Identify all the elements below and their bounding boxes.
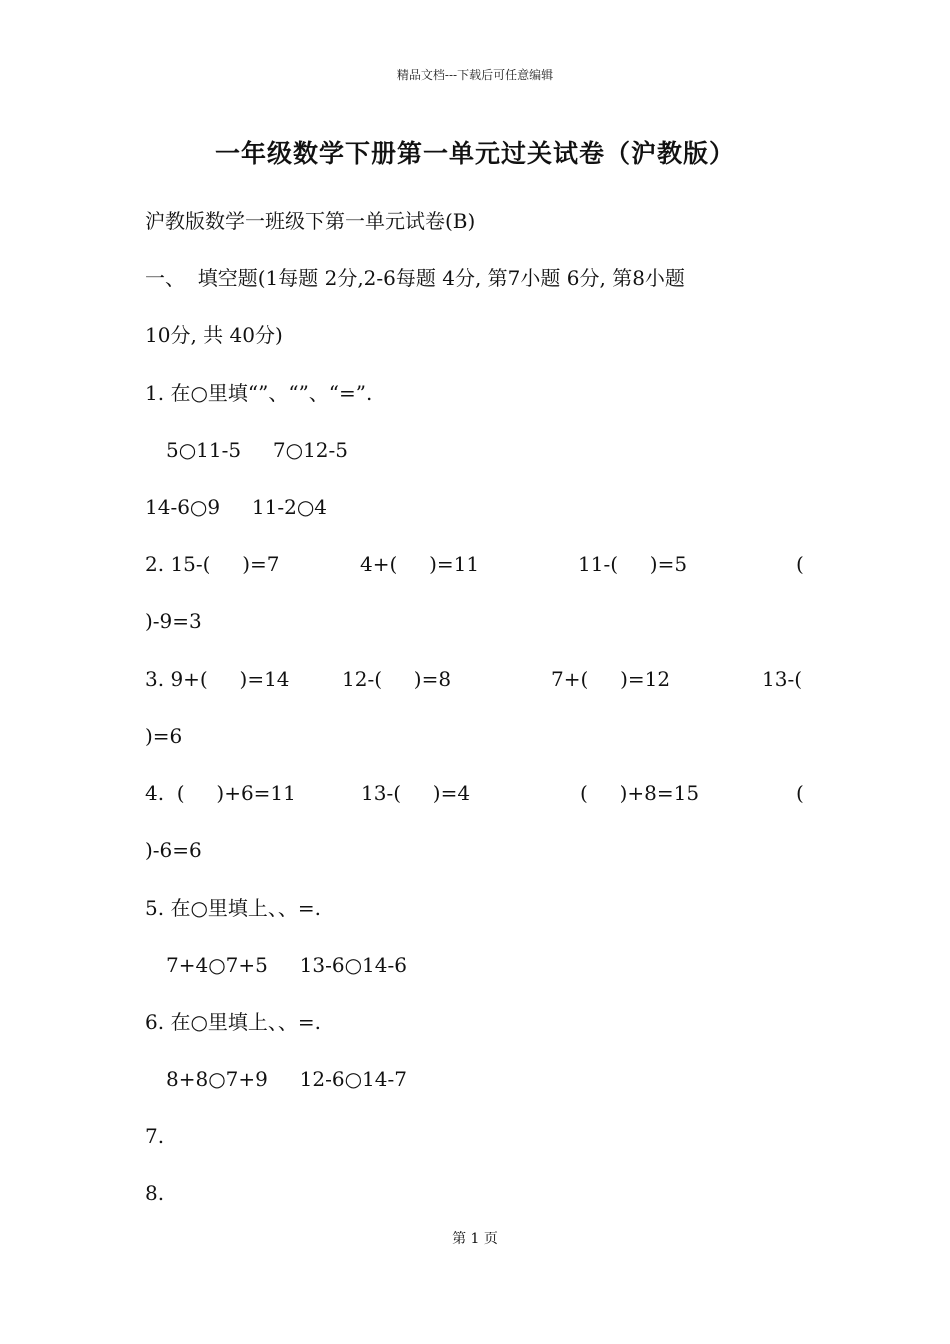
question-5-line: 7+4○7+5 13-6○14-6 [166,953,407,977]
question-1-prompt: 1. 在○里填“”、“”、“=”. [145,381,373,405]
question-6-line: 8+8○7+9 12-6○14-7 [166,1067,407,1091]
question-3-part-1: 3. 9+( )=14 [145,667,290,691]
question-4-part-2: 13-( )=4 [361,781,471,805]
page-title: 一年级数学下册第一单元过关试卷（沪教版） [214,139,735,168]
question-4-part-1: 4. ( )+6=11 [145,781,296,805]
question-3-part-2: 12-( )=8 [342,667,452,691]
question-3-part-4: 13-( [762,667,803,691]
page-header: 精品文档---下载后可任意编辑 [396,68,554,82]
question-6-prompt: 6. 在○里填上、、=. [145,1010,322,1034]
question-1-line-b: 14-6○9 11-2○4 [145,495,328,519]
question-4-part-4: ( [796,781,804,805]
section-heading-line-2: 10分, 共 40分) [145,323,283,347]
question-3-part-3: 7+( )=12 [551,667,671,691]
question-7-label: 7. [145,1124,165,1148]
section-heading-line-1: 一、 填空题(1每题 2分,2-6每题 4分, 第7小题 6分, 第8小题 [145,266,685,290]
subtitle: 沪教版数学一班级下第一单元试卷(B) [145,209,476,233]
page-footer: 第 1 页 [452,1231,498,1247]
question-8-label: 8. [145,1181,165,1205]
question-3-continuation: )=6 [145,724,183,748]
question-2-part-2: 4+( )=11 [360,552,480,576]
question-2-part-3: 11-( )=5 [578,552,688,576]
question-5-prompt: 5. 在○里填上、、=. [145,896,322,920]
question-2-part-1: 2. 15-( )=7 [145,552,280,576]
question-4-continuation: )-6=6 [145,838,202,862]
question-2-continuation: )-9=3 [145,609,202,633]
question-2-part-4: ( [796,552,804,576]
question-1-line-a: 5○11-5 7○12-5 [166,438,349,462]
question-4-part-3: ( )+8=15 [580,781,700,805]
